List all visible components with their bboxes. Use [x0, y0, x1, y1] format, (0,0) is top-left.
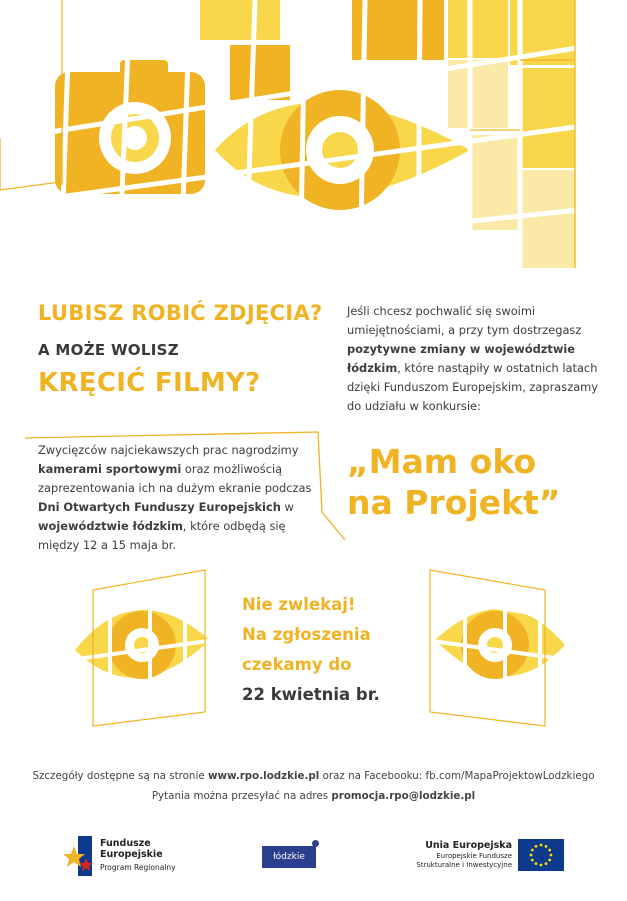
footer-contact [0, 790, 627, 802]
intro-paragraph [347, 302, 607, 416]
lodzkie-logo [262, 846, 316, 868]
intro-bold-changes: pozytywne zmiany w województwie łódzkim [347, 342, 576, 375]
eu-flag-icon [518, 839, 564, 871]
footer-text-1: Szczegóły dostępne są na stronie [32, 770, 208, 782]
prize-bold-event: Dni Otwartych Funduszy Europejskich [38, 500, 281, 514]
eye-icon [425, 570, 570, 730]
eu-line2: Europejskie Fundusze [436, 852, 512, 860]
footer-text-2: Pytania można przesyłać na adres [151, 790, 332, 802]
headline-photos: LUBISZ ROBIĆ ZDJĘCIA? [38, 301, 323, 325]
lodzkie-badge-icon [312, 840, 319, 847]
eye-icon [70, 570, 215, 730]
cta-line3: czekamy do [242, 655, 352, 674]
prize-text-3: w [284, 500, 294, 514]
headline-or: A MOŻE WOLISZ [38, 341, 179, 359]
prize-text-4: , które odbędą się między 12 a 15 maja br. [38, 519, 286, 552]
fe-line2: Europejskie [100, 849, 163, 860]
email-link[interactable]: promocja.rpo@lodzkie.pl [331, 790, 476, 802]
eu-line1: Unia Europejska [425, 840, 512, 851]
deadline-callout [242, 590, 380, 710]
fundusze-europejskie-logo [64, 836, 214, 878]
prize-bold-cameras: kamerami sportowymi [38, 462, 182, 476]
footer-details [0, 770, 627, 782]
contest-title-line1: „Mam oko [347, 442, 537, 481]
website-link[interactable]: www.rpo.lodzkie.pl [207, 770, 320, 782]
intro-text-2: , które nastąpiły w ostatnich latach dzięki Funduszom Europejskim, zapraszamy do udziału w konkursie: [347, 361, 599, 413]
prize-text-2: oraz możliwością zaprezentowania ich na dużym ekranie podczas [38, 462, 312, 495]
cta-line2: Na zgłoszenia [242, 625, 371, 644]
cta-line1: Nie zwlekaj! [242, 595, 356, 614]
eu-line3: Strukturalne i Inwestycyjne [416, 861, 512, 869]
facebook-link[interactable]: oraz na Facebooku: fb.com/MapaProjektowLodzkiego [319, 770, 595, 782]
headline-films: KRĘCIĆ FILMY? [38, 368, 261, 398]
prize-paragraph [38, 441, 320, 555]
lodzkie-logo-text: łódzkie [273, 852, 305, 862]
prize-text-1: Zwycięzców najciekawszych prac nagrodzimy [38, 443, 299, 457]
cta-deadline-date: 22 kwietnia br. [242, 685, 380, 704]
fe-line3: Program Regionalny [100, 863, 176, 872]
fe-line1: Fundusze [100, 838, 151, 849]
prize-bold-region: województwie łódzkim [38, 519, 183, 533]
fe-star-icon [64, 836, 96, 876]
contest-title-line2: na Projekt” [347, 483, 561, 522]
contest-title [347, 441, 561, 523]
eu-label [410, 839, 512, 870]
intro-text-1: Jeśli chcesz pochwalić się swoimi umiejętnościami, a przy tym dostrzegasz [347, 304, 582, 337]
